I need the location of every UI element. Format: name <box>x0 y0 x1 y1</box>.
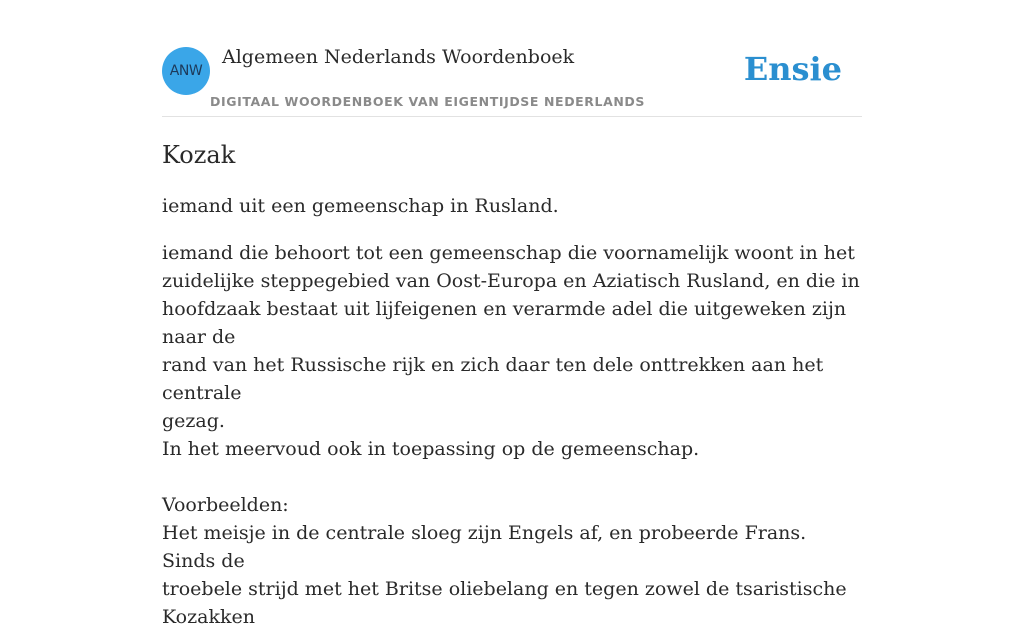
long-definition <box>162 239 862 631</box>
definition-line: hoofdzaak bestaat uit lijfeigenen en verarmde adel die uitgeweken zijn naar de <box>162 298 847 348</box>
definition-line: rand van het Russische rijk en zich daar ten dele onttrekken aan het centrale <box>162 354 824 404</box>
definition-line: iemand die behoort tot een gemeenschap die voornamelijk woont in het <box>162 242 855 264</box>
definition-line: gezag. <box>162 410 225 432</box>
short-definition: iemand uit een gemeenschap in Rusland. <box>162 195 559 217</box>
entry-content <box>162 138 862 631</box>
headword: Kozak <box>162 141 236 169</box>
site-subtitle: DIGITAAL WOORDENBOEK VAN EIGENTIJDSE NEDERLANDS <box>210 94 646 109</box>
example-line: troebele strijd met het Britse oliebelang en tegen zowel de tsaristische Kozakken <box>162 578 847 628</box>
examples-label: Voorbeelden: <box>162 494 289 516</box>
definition-line: zuidelijke steppegebied van Oost-Europa en Aziatisch Rusland, en die in <box>162 270 860 292</box>
logo-text: ANW <box>169 63 203 79</box>
site-header <box>162 0 862 117</box>
ensie-brand-logo[interactable]: Ensie <box>743 50 842 88</box>
example-line: Het meisje in de centrale sloeg zijn Engels af, en probeerde Frans. Sinds de <box>162 522 807 572</box>
site-title[interactable]: Algemeen Nederlands Woordenboek <box>222 46 575 68</box>
plural-note: In het meervoud ook in toepassing op de gemeenschap. <box>162 438 700 460</box>
anw-logo[interactable] <box>162 47 210 95</box>
